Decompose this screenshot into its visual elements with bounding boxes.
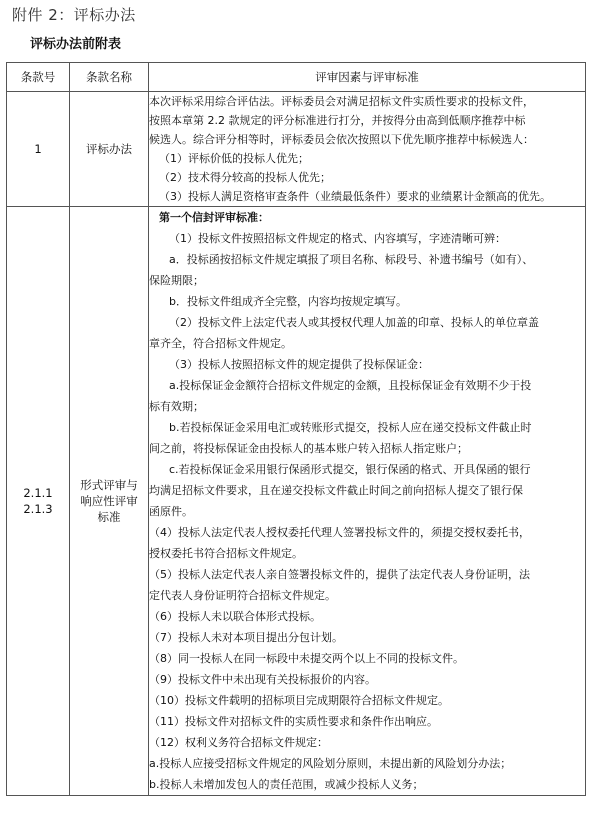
table-caption: 评标办法前附表 bbox=[30, 37, 122, 52]
criteria-line: 标有效期； bbox=[149, 400, 204, 413]
criteria-line: 候选人。综合评分相等时，评标委员会依次按照以下优先顺序推荐中标候选人： bbox=[149, 133, 534, 146]
criteria-cell bbox=[149, 207, 586, 796]
evaluation-table bbox=[6, 62, 586, 796]
criteria-line: a.投标人应接受招标文件规定的风险划分原则，未提出新的风险划分办法； bbox=[149, 757, 512, 770]
clause-name-line: 形式评审与 bbox=[80, 478, 138, 492]
criteria-cell bbox=[149, 92, 586, 207]
criteria-line: （1）投标文件按照招标文件规定的格式、内容填写，字迹清晰可辨： bbox=[169, 232, 506, 245]
criteria-line: （9）投标文件中未出现有关投标报价的内容。 bbox=[149, 673, 376, 686]
criteria-line: 保险期限； bbox=[149, 274, 204, 287]
criteria-line: （3）投标人按照招标文件的规定提供了投标保证金： bbox=[169, 358, 429, 371]
criteria-line: 函原件。 bbox=[149, 505, 193, 518]
criteria-line: b.投标人未增加发包人的责任范围，或减少投标人义务； bbox=[149, 778, 424, 791]
criteria-line: （12）权利义务符合招标文件规定： bbox=[149, 736, 328, 749]
clause-no-cell bbox=[7, 207, 70, 796]
criteria-line: （2）投标文件上法定代表人或其授权代理人加盖的印章、投标人的单位章盖 bbox=[169, 316, 539, 329]
clause-name-cell: 评标办法 bbox=[70, 92, 149, 207]
criteria-line: （3）投标人满足资格审查条件（业绩最低条件）要求的业绩累计金额高的优先。 bbox=[159, 190, 551, 203]
criteria-line: （4）投标人法定代表人授权委托代理人签署投标文件的，须提交授权委托书， bbox=[149, 526, 530, 539]
criteria-line: c.若投标保证金采用银行保函形式提交，银行保函的格式、开具保函的银行 bbox=[169, 463, 531, 476]
criteria-line: 本次评标采用综合评估法。评标委员会对满足招标文件实质性要求的投标文件， bbox=[149, 95, 534, 108]
criteria-line: （6）投标人未以联合体形式投标。 bbox=[149, 610, 321, 623]
criteria-line: （5）投标人法定代表人亲自签署投标文件的，提供了法定代表人身份证明，法 bbox=[149, 568, 530, 581]
table-row bbox=[7, 92, 586, 207]
clause-name-line: 响应性评审 bbox=[80, 494, 138, 508]
criteria-line: （2）技术得分较高的投标人优先； bbox=[159, 171, 331, 184]
criteria-line: a．投标函按招标文件规定填报了项目名称、标段号、补遗书编号（如有）、 bbox=[169, 253, 534, 266]
table-header-row bbox=[7, 63, 586, 92]
criteria-line: （7）投标人未对本项目提出分包计划。 bbox=[149, 631, 343, 644]
criteria-line: b．投标文件组成齐全完整，内容均按规定填写。 bbox=[169, 295, 407, 308]
criteria-line: 按照本章第 2.2 款规定的评分标准进行打分，并按得分由高到低顺序推荐中标 bbox=[149, 114, 526, 127]
criteria-line: 章齐全，符合招标文件规定。 bbox=[149, 337, 292, 350]
criteria-line: 均满足招标文件要求，且在递交投标文件截止时间之前向招标人提交了银行保 bbox=[149, 484, 523, 497]
header-clause-no: 条款号 bbox=[7, 63, 70, 92]
page-heading: 附件 2：评标办法 bbox=[12, 6, 136, 24]
header-clause-name: 条款名称 bbox=[70, 63, 149, 92]
criteria-line: （1）评标价低的投标人优先； bbox=[159, 152, 309, 165]
header-criteria: 评审因素与评审标准 bbox=[149, 63, 586, 92]
criteria-line: （11）投标文件对招标文件的实质性要求和条件作出响应。 bbox=[149, 715, 438, 728]
criteria-line: 第一个信封评审标准： bbox=[159, 211, 269, 224]
clause-name-line: 标准 bbox=[97, 510, 121, 524]
criteria-line: a.投标保证金金额符合招标文件规定的金额，且投标保证金有效期不少于投 bbox=[169, 379, 532, 392]
criteria-line: 间之前，将投标保证金由投标人的基本账户转入招标人指定账户； bbox=[149, 442, 468, 455]
table-row bbox=[7, 207, 586, 796]
clause-no-line: 2.1.3 bbox=[23, 502, 53, 516]
criteria-line: b.若投标保证金采用电汇或转账形式提交，投标人应在递交投标文件截止时 bbox=[169, 421, 532, 434]
criteria-line: （10）投标文件载明的招标项目完成期限符合招标文件规定。 bbox=[149, 694, 449, 707]
criteria-line: （8）同一投标人在同一标段中未提交两个以上不同的投标文件。 bbox=[149, 652, 464, 665]
clause-no-cell: 1 bbox=[7, 92, 70, 207]
clause-no-line: 2.1.1 bbox=[23, 486, 53, 500]
criteria-line: 授权委托书符合招标文件规定。 bbox=[149, 547, 303, 560]
clause-name-cell bbox=[70, 207, 149, 796]
criteria-line: 定代表人身份证明符合招标文件规定。 bbox=[149, 589, 336, 602]
